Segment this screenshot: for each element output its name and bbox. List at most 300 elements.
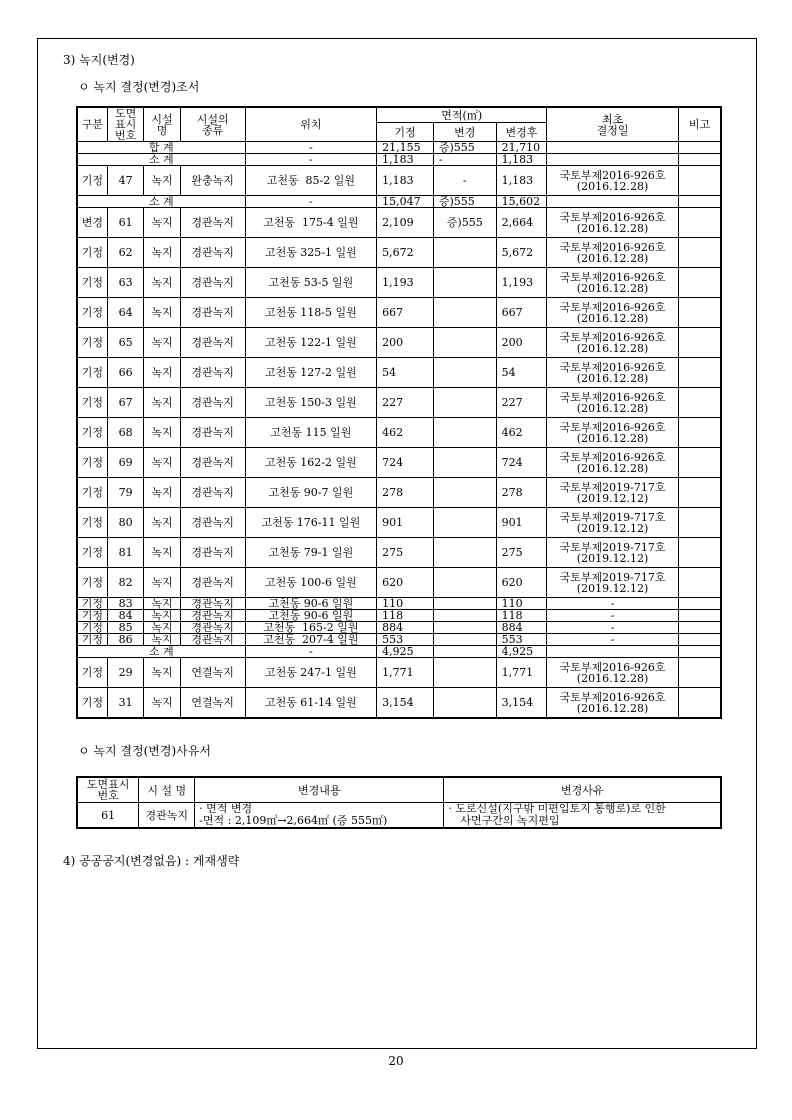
- table-row: [77, 166, 721, 196]
- row-after: 275: [496, 538, 547, 568]
- row-after: 901: [496, 508, 547, 538]
- row-change: [433, 328, 496, 358]
- subtotal-existing: 21,155: [377, 142, 434, 154]
- row-gubun: 기정: [77, 328, 107, 358]
- subtotal-change: -: [433, 154, 496, 166]
- row-first-decision: [547, 658, 679, 688]
- row-location: 고천동 53-5 일원: [245, 268, 377, 298]
- row-existing: 54: [377, 358, 434, 388]
- subtotal-location: -: [245, 646, 377, 658]
- decree-number: 국토부제2016-926호: [559, 660, 666, 674]
- row-change: [433, 508, 496, 538]
- row-change: -: [433, 166, 496, 196]
- decree-number: 국토부제2016-926호: [559, 360, 666, 374]
- row-facility-type: 연결녹지: [180, 658, 245, 688]
- row-facility-type: 경관녹지: [180, 268, 245, 298]
- row-first-decision: [547, 328, 679, 358]
- table-row: [77, 622, 721, 634]
- row-map-no: 68: [107, 418, 143, 448]
- table-row: [77, 238, 721, 268]
- row-gubun: 기정: [77, 478, 107, 508]
- row-first-decision: -: [547, 598, 679, 610]
- row-facility-type: 연결녹지: [180, 688, 245, 719]
- row-after: 620: [496, 568, 547, 598]
- row-after: 227: [496, 388, 547, 418]
- row-change: [433, 238, 496, 268]
- table-row: [77, 634, 721, 646]
- row-remarks: [678, 568, 721, 598]
- subtotal-existing: 4,925: [377, 646, 434, 658]
- row-map-no: 84: [107, 610, 143, 622]
- decree-date: (2016.12.28): [576, 371, 649, 385]
- row-location: 고천동 118-5 일원: [245, 298, 377, 328]
- row-first-decision: [547, 166, 679, 196]
- row-change: [433, 634, 496, 646]
- row-facility-type: 경관녹지: [180, 538, 245, 568]
- row-remarks: [678, 268, 721, 298]
- row-after: 1,183: [496, 166, 547, 196]
- row-facility-name: 녹지: [144, 538, 180, 568]
- row-gubun: 기정: [77, 598, 107, 610]
- subtotal-decision: [547, 142, 679, 154]
- content-line2: -면적 : 2,109㎡→2,664㎡ (증 555㎡): [199, 814, 388, 827]
- row-location: 고천동 115 일원: [245, 418, 377, 448]
- subtotal-existing: 15,047: [377, 196, 434, 208]
- row-remarks: [678, 598, 721, 610]
- row-map-no: 47: [107, 166, 143, 196]
- subtotal-decision: [547, 646, 679, 658]
- decree-number: 국토부제2016-926호: [559, 300, 666, 314]
- subtotal-decision: [547, 154, 679, 166]
- decree-number: 국토부제2016-926호: [559, 390, 666, 404]
- subtotal-after: 21,710: [496, 142, 547, 154]
- decree-date: (2016.12.28): [576, 341, 649, 355]
- row-gubun: 기정: [77, 622, 107, 634]
- row-gubun: 기정: [77, 658, 107, 688]
- row-gubun: 변경: [77, 208, 107, 238]
- row-facility-type: 경관녹지: [180, 418, 245, 448]
- decree-date: (2016.12.28): [576, 251, 649, 265]
- decree-number: 국토부제2016-926호: [559, 330, 666, 344]
- row-gubun: 기정: [77, 448, 107, 478]
- decree-date: (2016.12.28): [576, 701, 649, 715]
- row-first-decision: -: [547, 634, 679, 646]
- row-gubun: 기정: [77, 418, 107, 448]
- row-facility-name: 녹지: [144, 448, 180, 478]
- decree-date: (2016.12.28): [576, 431, 649, 445]
- table2-title: ㅇ 녹지 결정(변경)사유서: [78, 744, 211, 758]
- decree-number: 국토부제2016-926호: [559, 450, 666, 464]
- row-remarks: [678, 610, 721, 622]
- header-reason: 변경사유: [444, 777, 721, 803]
- decree-date: (2016.12.28): [576, 461, 649, 475]
- table-row: [77, 448, 721, 478]
- row-existing: 278: [377, 478, 434, 508]
- row-existing: 462: [377, 418, 434, 448]
- subtotal-label: 소 계: [77, 154, 245, 166]
- row-change: [433, 298, 496, 328]
- subtotal-remarks: [678, 196, 721, 208]
- row-facility-type: 경관녹지: [180, 298, 245, 328]
- row-after: 1,193: [496, 268, 547, 298]
- row-facility-name: 녹지: [144, 238, 180, 268]
- row-remarks: [678, 688, 721, 719]
- row-first-decision: -: [547, 622, 679, 634]
- subtotal-decision: [547, 196, 679, 208]
- row-facility-type: 경관녹지: [180, 568, 245, 598]
- row-facility-name: 녹지: [144, 568, 180, 598]
- decree-date: (2016.12.28): [576, 401, 649, 415]
- row-remarks: [678, 328, 721, 358]
- row-change: [433, 598, 496, 610]
- row-first-decision: [547, 418, 679, 448]
- row-facility-type: 경관녹지: [180, 328, 245, 358]
- row-location: 고천동 90-6 일원: [245, 610, 377, 622]
- row-existing: 275: [377, 538, 434, 568]
- section4-title: 4) 공공공지(변경없음) : 게재생략: [63, 854, 240, 868]
- subtotal-existing: 1,183: [377, 154, 434, 166]
- decree-date: (2016.12.28): [576, 311, 649, 325]
- reason-content: [195, 803, 444, 829]
- header-after: 변경후: [496, 123, 547, 142]
- row-map-no: 61: [107, 208, 143, 238]
- section3-title: 3) 녹지(변경): [63, 53, 135, 67]
- row-gubun: 기정: [77, 298, 107, 328]
- row-change: [433, 538, 496, 568]
- table-row: [77, 568, 721, 598]
- row-map-no: 81: [107, 538, 143, 568]
- row-remarks: [678, 358, 721, 388]
- row-change: [433, 622, 496, 634]
- row-after: 667: [496, 298, 547, 328]
- row-remarks: [678, 448, 721, 478]
- row-change: [433, 568, 496, 598]
- row-facility-name: 녹지: [144, 610, 180, 622]
- header-content: 변경내용: [195, 777, 444, 803]
- header-map-no: [77, 777, 139, 803]
- table1-title: ㅇ 녹지 결정(변경)조서: [78, 80, 200, 94]
- row-facility-name: 녹지: [144, 358, 180, 388]
- row-map-no: 66: [107, 358, 143, 388]
- row-location: 고천동 90-6 일원: [245, 598, 377, 610]
- row-facility-type: 완충녹지: [180, 166, 245, 196]
- row-map-no: 82: [107, 568, 143, 598]
- decree-date: (2019.12.12): [576, 521, 649, 535]
- change-reason-table: [76, 776, 722, 829]
- header-facility-name: 시설 명: [144, 107, 180, 142]
- row-location: 고천동 165-2 일원: [245, 622, 377, 634]
- row-remarks: [678, 634, 721, 646]
- row-existing: 2,109: [377, 208, 434, 238]
- row-existing: 1,771: [377, 658, 434, 688]
- row-location: 고천동 122-1 일원: [245, 328, 377, 358]
- subtotal-remarks: [678, 646, 721, 658]
- row-location: 고천동 127-2 일원: [245, 358, 377, 388]
- row-map-no: 63: [107, 268, 143, 298]
- row-facility-name: 녹지: [144, 166, 180, 196]
- row-change: [433, 448, 496, 478]
- header-change: 변경: [433, 123, 496, 142]
- total-row: [77, 142, 721, 154]
- row-map-no: 64: [107, 298, 143, 328]
- row-existing: 227: [377, 388, 434, 418]
- row-facility-name: 녹지: [144, 658, 180, 688]
- row-location: 고천동 100-6 일원: [245, 568, 377, 598]
- row-map-no: 65: [107, 328, 143, 358]
- header-map-no-text: 도면표시 번호: [86, 778, 130, 802]
- header-facility-type: 시설의 종류: [180, 107, 245, 142]
- row-location: 고천동 325-1 일원: [245, 238, 377, 268]
- row-remarks: [678, 418, 721, 448]
- decree-number: 국토부제2016-926호: [559, 420, 666, 434]
- row-gubun: 기정: [77, 568, 107, 598]
- row-gubun: 기정: [77, 388, 107, 418]
- table-row: [77, 598, 721, 610]
- row-existing: 1,193: [377, 268, 434, 298]
- row-gubun: 기정: [77, 634, 107, 646]
- row-map-no: 31: [107, 688, 143, 719]
- row-after: 3,154: [496, 688, 547, 719]
- row-facility-type: 경관녹지: [180, 622, 245, 634]
- row-first-decision: -: [547, 610, 679, 622]
- header-existing: 기정: [377, 123, 434, 142]
- row-facility-name: 녹지: [144, 688, 180, 719]
- decree-number: 국토부제2019-717호: [559, 510, 666, 524]
- row-existing: 1,183: [377, 166, 434, 196]
- subtotal-row: [77, 154, 721, 166]
- row-remarks: [678, 538, 721, 568]
- row-remarks: [678, 622, 721, 634]
- header-map-no: 도면 표시 번호: [107, 107, 143, 142]
- row-map-no: 86: [107, 634, 143, 646]
- decree-date: (2016.12.28): [576, 671, 649, 685]
- decree-number: 국토부제2019-717호: [559, 480, 666, 494]
- row-location: 고천동 61-14 일원: [245, 688, 377, 719]
- subtotal-row: [77, 196, 721, 208]
- row-remarks: [678, 238, 721, 268]
- row-first-decision: [547, 388, 679, 418]
- reason-facility: 경관녹지: [139, 803, 195, 829]
- row-change: [433, 658, 496, 688]
- row-facility-name: 녹지: [144, 268, 180, 298]
- subtotal-remarks: [678, 154, 721, 166]
- decree-date: (2019.12.12): [576, 491, 649, 505]
- row-facility-name: 녹지: [144, 328, 180, 358]
- row-gubun: 기정: [77, 688, 107, 719]
- table-row: [77, 268, 721, 298]
- reason-line1: · 도로신설(지구밖 미편입토지 통행로)로 인한: [448, 802, 666, 815]
- header-location: 위치: [245, 107, 377, 142]
- subtotal-location: -: [245, 142, 377, 154]
- row-change: [433, 418, 496, 448]
- header-gubun: 구분: [77, 107, 107, 142]
- row-first-decision: [547, 358, 679, 388]
- row-gubun: 기정: [77, 268, 107, 298]
- row-facility-type: 경관녹지: [180, 508, 245, 538]
- row-remarks: [678, 478, 721, 508]
- row-change: [433, 610, 496, 622]
- row-remarks: [678, 508, 721, 538]
- subtotal-after: 1,183: [496, 154, 547, 166]
- row-remarks: [678, 208, 721, 238]
- table-row: [77, 418, 721, 448]
- row-after: 2,664: [496, 208, 547, 238]
- row-gubun: 기정: [77, 538, 107, 568]
- reason-text: [444, 803, 721, 829]
- subtotal-after: 4,925: [496, 646, 547, 658]
- row-first-decision: [547, 268, 679, 298]
- row-map-no: 29: [107, 658, 143, 688]
- greenery-decision-table: [76, 106, 722, 719]
- decree-date: (2016.12.28): [576, 179, 649, 193]
- row-facility-name: 녹지: [144, 478, 180, 508]
- decree-number: 국토부제2016-926호: [559, 168, 666, 182]
- row-existing: 5,672: [377, 238, 434, 268]
- subtotal-label: 합 계: [77, 142, 245, 154]
- header-first-decision: 최초 결정일: [547, 107, 679, 142]
- row-existing: 3,154: [377, 688, 434, 719]
- subtotal-location: -: [245, 196, 377, 208]
- header-facility: 시 설 명: [139, 777, 195, 803]
- row-location: 고천동 207-4 일원: [245, 634, 377, 646]
- row-facility-name: 녹지: [144, 208, 180, 238]
- row-facility-type: 경관녹지: [180, 634, 245, 646]
- table-row: [77, 208, 721, 238]
- row-location: 고천동 85-2 일원: [245, 166, 377, 196]
- decree-number: 국토부제2016-926호: [559, 210, 666, 224]
- row-first-decision: [547, 448, 679, 478]
- row-facility-name: 녹지: [144, 508, 180, 538]
- row-remarks: [678, 658, 721, 688]
- row-first-decision: [547, 508, 679, 538]
- row-gubun: 기정: [77, 508, 107, 538]
- row-location: 고천동 176-11 일원: [245, 508, 377, 538]
- table-row: [77, 388, 721, 418]
- row-facility-type: 경관녹지: [180, 448, 245, 478]
- subtotal-change: [433, 646, 496, 658]
- decree-number: 국토부제2016-926호: [559, 690, 666, 704]
- decree-date: (2016.12.28): [576, 221, 649, 235]
- decree-date: (2019.12.12): [576, 551, 649, 565]
- decree-number: 국토부제2019-717호: [559, 570, 666, 584]
- row-facility-name: 녹지: [144, 418, 180, 448]
- row-location: 고천동 247-1 일원: [245, 658, 377, 688]
- decree-number: 국토부제2019-717호: [559, 540, 666, 554]
- row-first-decision: [547, 238, 679, 268]
- row-gubun: 기정: [77, 166, 107, 196]
- row-gubun: 기정: [77, 610, 107, 622]
- subtotal-change: 증)555: [433, 142, 496, 154]
- table-row: [77, 688, 721, 719]
- row-first-decision: [547, 688, 679, 719]
- row-change: 증)555: [433, 208, 496, 238]
- row-existing: 884: [377, 622, 434, 634]
- content-line1: · 면적 변경: [199, 802, 253, 815]
- row-existing: 724: [377, 448, 434, 478]
- table-header-row: [77, 107, 721, 123]
- row-after: 884: [496, 622, 547, 634]
- row-first-decision: [547, 478, 679, 508]
- row-existing: 118: [377, 610, 434, 622]
- row-after: 462: [496, 418, 547, 448]
- table-row: [77, 658, 721, 688]
- table-row: [77, 358, 721, 388]
- row-existing: 667: [377, 298, 434, 328]
- row-after: 278: [496, 478, 547, 508]
- row-remarks: [678, 298, 721, 328]
- subtotal-change: 증)555: [433, 196, 496, 208]
- row-change: [433, 358, 496, 388]
- row-location: 고천동 79-1 일원: [245, 538, 377, 568]
- subtotal-row: [77, 646, 721, 658]
- row-map-no: 80: [107, 508, 143, 538]
- subtotal-label: 소 계: [77, 196, 245, 208]
- row-map-no: 83: [107, 598, 143, 610]
- row-after: 5,672: [496, 238, 547, 268]
- row-facility-type: 경관녹지: [180, 238, 245, 268]
- reason-line2: 사면구간의 녹지편입: [460, 814, 560, 827]
- table-row: [77, 478, 721, 508]
- table-row: [77, 610, 721, 622]
- row-facility-name: 녹지: [144, 298, 180, 328]
- row-existing: 200: [377, 328, 434, 358]
- table-row: [77, 508, 721, 538]
- row-location: 고천동 175-4 일원: [245, 208, 377, 238]
- row-facility-type: 경관녹지: [180, 358, 245, 388]
- row-gubun: 기정: [77, 358, 107, 388]
- row-after: 724: [496, 448, 547, 478]
- row-map-no: 79: [107, 478, 143, 508]
- row-facility-type: 경관녹지: [180, 388, 245, 418]
- decree-number: 국토부제2016-926호: [559, 240, 666, 254]
- row-first-decision: [547, 298, 679, 328]
- row-gubun: 기정: [77, 238, 107, 268]
- row-facility-name: 녹지: [144, 598, 180, 610]
- row-facility-type: 경관녹지: [180, 610, 245, 622]
- row-facility-name: 녹지: [144, 622, 180, 634]
- table-row: [77, 298, 721, 328]
- row-facility-name: 녹지: [144, 634, 180, 646]
- header-remarks: 비고: [678, 107, 721, 142]
- header-area: 면적(㎡): [377, 107, 547, 123]
- row-location: 고천동 150-3 일원: [245, 388, 377, 418]
- row-existing: 901: [377, 508, 434, 538]
- row-existing: 110: [377, 598, 434, 610]
- row-after: 118: [496, 610, 547, 622]
- row-change: [433, 688, 496, 719]
- row-remarks: [678, 166, 721, 196]
- row-map-no: 67: [107, 388, 143, 418]
- row-facility-type: 경관녹지: [180, 208, 245, 238]
- row-after: 553: [496, 634, 547, 646]
- row-after: 110: [496, 598, 547, 610]
- row-map-no: 62: [107, 238, 143, 268]
- reason-map-no: 61: [77, 803, 139, 829]
- row-facility-name: 녹지: [144, 388, 180, 418]
- row-location: 고천동 162-2 일원: [245, 448, 377, 478]
- row-map-no: 85: [107, 622, 143, 634]
- row-existing: 620: [377, 568, 434, 598]
- subtotal-location: -: [245, 154, 377, 166]
- row-first-decision: [547, 568, 679, 598]
- row-after: 1,771: [496, 658, 547, 688]
- row-facility-type: 경관녹지: [180, 478, 245, 508]
- row-facility-type: 경관녹지: [180, 598, 245, 610]
- row-change: [433, 388, 496, 418]
- page-number: 20: [388, 1054, 404, 1068]
- subtotal-label: 소 계: [77, 646, 245, 658]
- row-existing: 553: [377, 634, 434, 646]
